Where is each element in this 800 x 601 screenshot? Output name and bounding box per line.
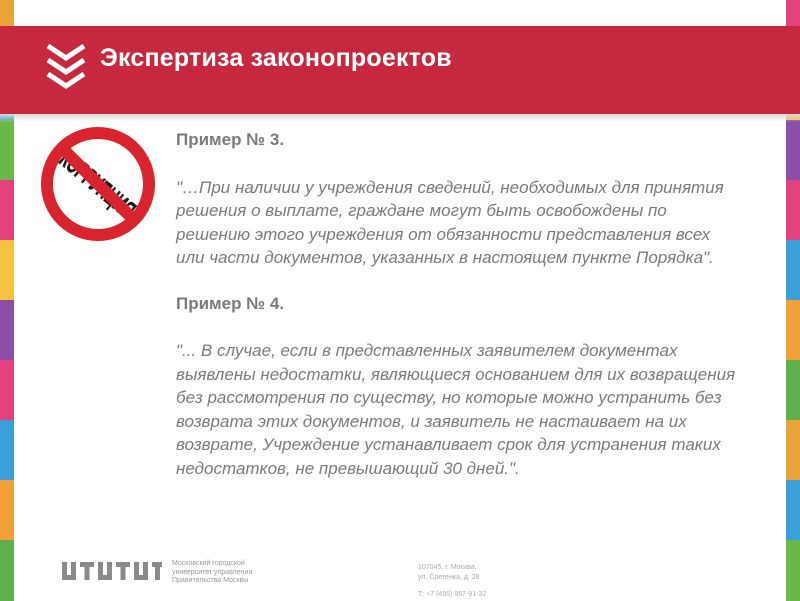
strip-segment [0,360,14,421]
badge-text: КОРРУПЦИЯ [53,145,191,267]
university-logo [60,560,164,582]
example-3-heading: Пример № 3. [176,130,285,149]
header-shadow [0,114,800,122]
strip-segment [786,120,800,181]
strip-segment [0,120,14,181]
strip-segment [786,300,800,361]
strip-segment [786,540,800,601]
no-corruption-icon [40,126,191,267]
page-title: Экспертиза законопроектов [100,44,452,72]
footer-address: 107045, г. Москва, ул. Сретенка, д. 28 [418,564,480,581]
example-4-quote: "... В случае, если в представленных заявителем документах выявлены недостатки, являющиеся основанием для их возвращения без рассмотрения по существу, но которые можно устранить без возврата этих документов, и заявитель не настаивает на их возврате, Учреждение устанавливает срок для устранения таких недостатков, не превышающий 30 дней.". [176,341,736,478]
footer-phone: Т: +7 (495) 957-91-32 [418,591,487,598]
strip-segment [0,480,14,541]
example-3-quote: "…При наличии у учреждения сведений, необходимых для принятия решения о выплате, граждане могут быть освобождены по решению этого учреждения от обязанности представления всех или части документов, указанных в настоящем пункте Порядка". [176,177,724,267]
strip-segment [0,420,14,481]
example-4-heading: Пример № 4. [176,293,285,313]
strip-segment [0,300,14,361]
strip-segment [786,480,800,541]
footer-organization: Московский городской университет управления Правительства Москвы [172,560,253,584]
main-content [176,128,736,480]
strip-segment [786,180,800,241]
strip-segment [0,180,14,241]
chevron-down-icon [44,40,88,90]
strip-segment [0,540,14,601]
strip-segment [786,240,800,301]
strip-segment [0,240,14,301]
strip-segment [786,420,800,481]
strip-segment [786,360,800,421]
